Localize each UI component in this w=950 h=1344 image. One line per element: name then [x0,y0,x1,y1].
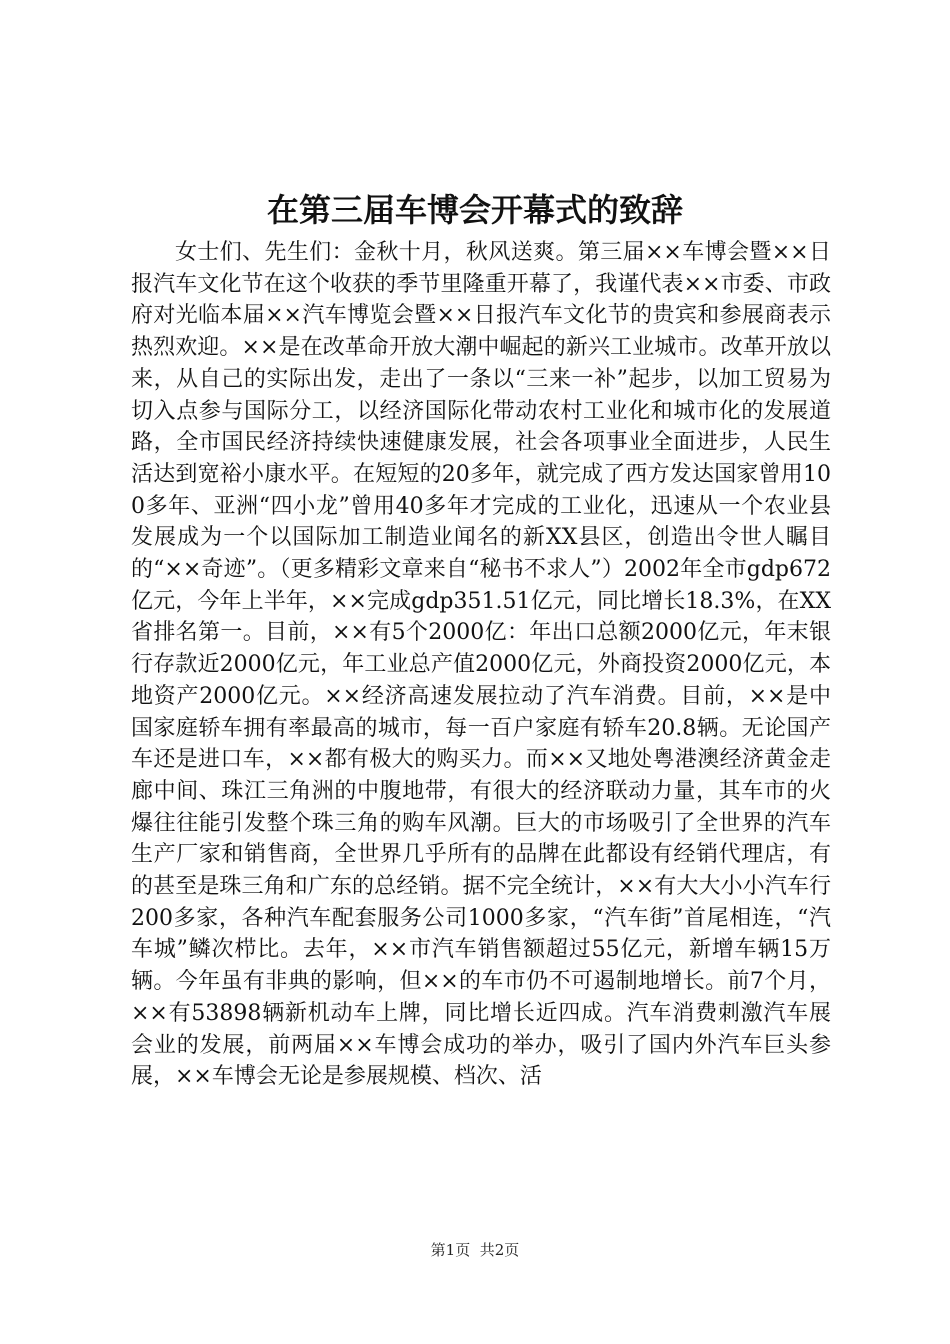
body-paragraph: 女士们、先生们：金秋十月，秋风送爽。第三届××车博会暨××日报汽车文化节在这个收获的季节里隆重开幕了，我谨代表××市委、市政府对光临本届××汽车博览会暨××日报汽车文化节的贵宾和参展商表示热烈欢迎。××是在改革命开放大潮中崛起的新兴工业城市。改革开放以来，从自己的实际出发，走出了一条以“三来一补”起步，以加工贸易为切入点参与国际分工，以经济国际化带动农村工业化和城市化的发展道路，全市国民经济持续快速健康发展，社会各项事业全面进步，人民生活达到宽裕小康水平。在短短的20多年，就完成了西方发达国家曾用100多年、亚洲“四小龙”曾用40多年才完成的工业化，迅速从一个农业县发展成为一个以国际加工制造业闻名的新XX县区，创造出令世人瞩目的“××奇迹”。（更多精彩文章来自“秘书不求人”）2002年全市gdp672亿元，今年上半年，××完成gdp351.51亿元，同比增长18.3%，在XX省排名第一。目前，××有5个2000亿：年出口总额2000亿元，年末银行存款近2000亿元，年工业总产值2000亿元，外商投资2000亿元，本地资产2000亿元。××经济高速发展拉动了汽车消费。目前，××是中国家庭轿车拥有率最高的城市，每一百户家庭有轿车20.8辆。无论国产车还是进口车，××都有极大的购买力。而××又地处粤港澳经济黄金走廊中间、珠江三角洲的中腹地带，有很大的经济联动力量，其车市的火爆往往能引发整个珠三角的购车风潮。巨大的市场吸引了全世界的汽车生产厂家和销售商，全世界几乎所有的品牌在此都设有经销代理店，有的甚至是珠三角和广东的总经销。据不完全统计，××有大大小小汽车行200多家，各种汽车配套服务公司1000多家，“汽车街”首尾相连，“汽车城”鳞次栉比。去年，××市汽车销售额超过55亿元，新增车辆15万辆。今年虽有非典的影响，但××的车市仍不可遏制地增长。前7个月，××有53898辆新机动车上牌，同比增长近四成。汽车消费刺激汽车展会业的发展，前两届××车博会成功的举办，吸引了国内外汽车巨头参展，××车博会无论是参展规模、档次、活 [131,240,831,1090]
page-footer [0,1240,950,1260]
page-total: 共2页 [479,1241,520,1259]
document-title: 在第三届车博会开幕式的致辞 [266,191,683,229]
page-number: 第1页 [430,1241,471,1259]
